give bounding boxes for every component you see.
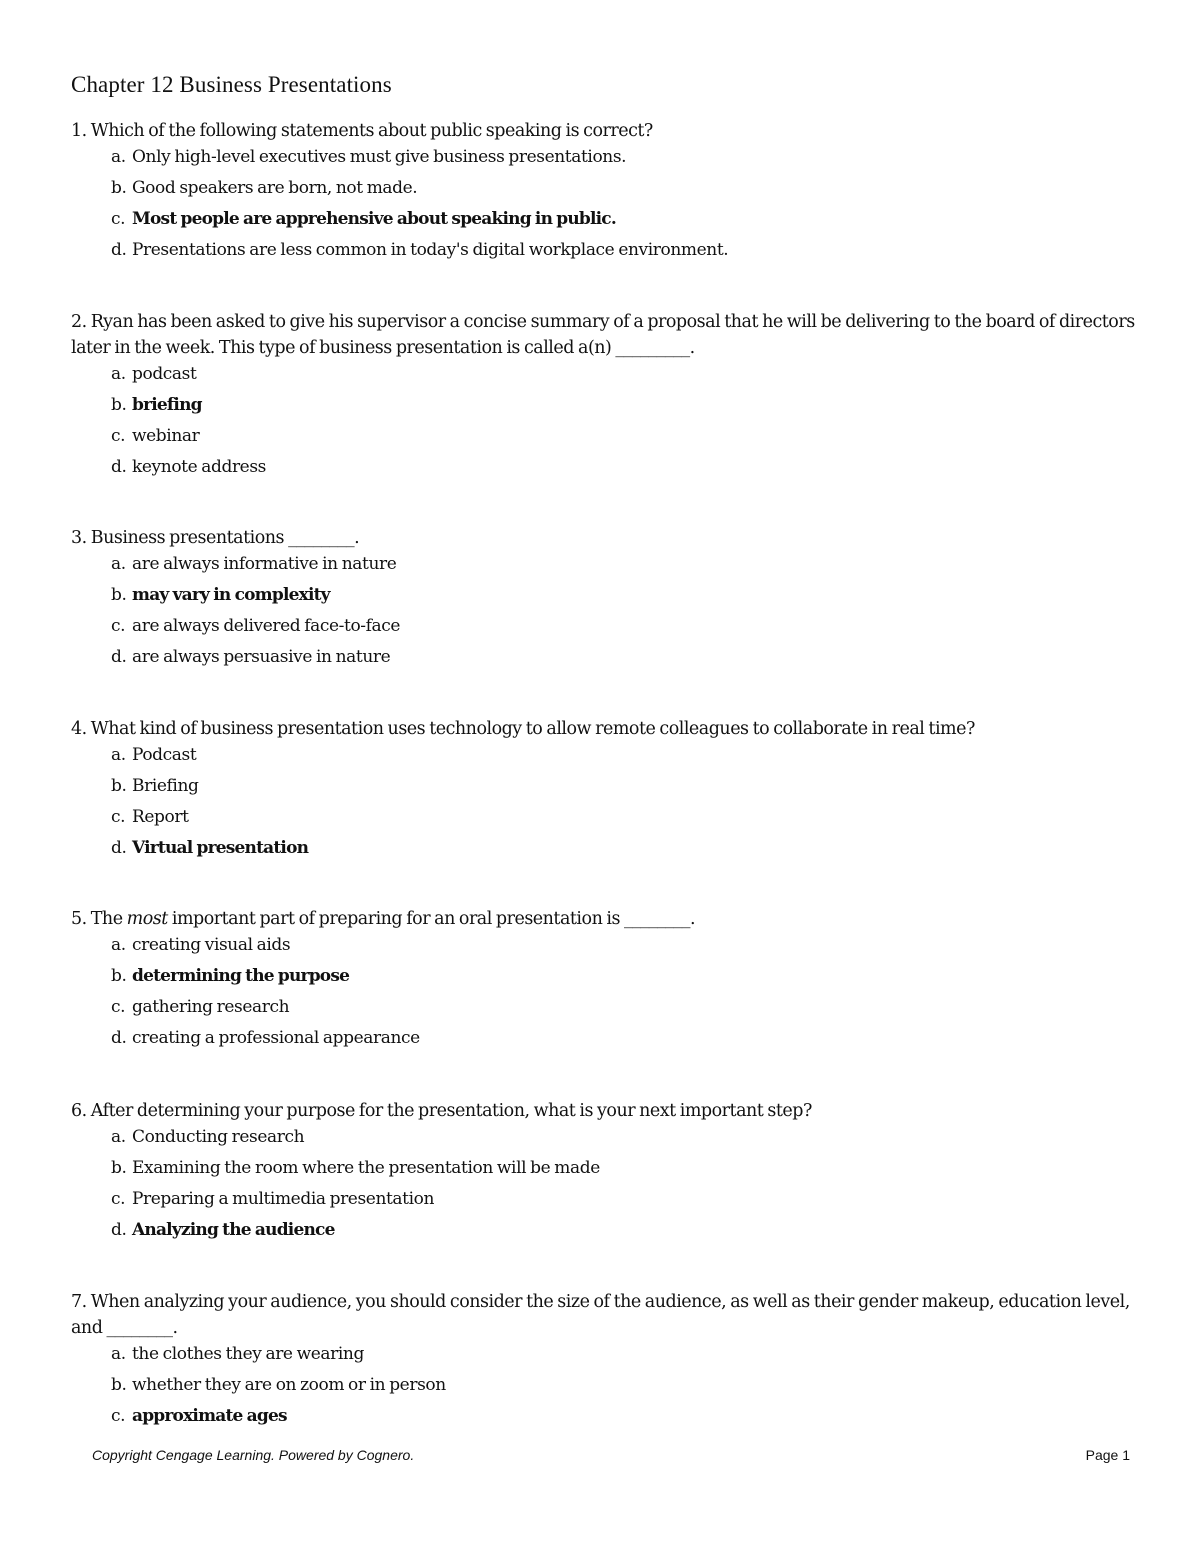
option-a xyxy=(111,742,1136,773)
document-title: Chapter 12 Business Presentations xyxy=(71,72,392,97)
option-b-correct xyxy=(111,392,1136,423)
option-letter: b. xyxy=(111,585,127,605)
question-stem: 4. What kind of business presentation uses technology to allow remote colleagues to collaborate in real time? xyxy=(71,719,975,739)
option-letter: a. xyxy=(111,1344,126,1364)
question-stem: 7. When analyzing your audience, you should consider the size of the audience, as well as their gender makeup, education level, and ________. xyxy=(71,1292,1130,1338)
option-text: creating a professional appearance xyxy=(132,1028,420,1048)
option-c xyxy=(111,1186,1136,1217)
option-letter: b. xyxy=(111,776,127,796)
option-text: webinar xyxy=(132,426,200,446)
option-text-correct: briefing xyxy=(132,395,202,415)
question-stem: 2. Ryan has been asked to give his supervisor a concise summary of a proposal that he will be delivering to the board of directors later in the week. This type of business presentation is called a(n) _________. xyxy=(71,312,1135,358)
stem-suffix: important part of preparing for an oral presentation is ________. xyxy=(167,909,696,929)
question-4 xyxy=(71,716,1136,866)
option-text: the clothes they are wearing xyxy=(132,1344,364,1364)
option-letter: d. xyxy=(111,1220,127,1240)
option-text: Examining the room where the presentation will be made xyxy=(132,1158,600,1178)
option-letter: a. xyxy=(111,935,126,955)
option-c xyxy=(111,804,1136,835)
option-text: Good speakers are born, not made. xyxy=(132,178,418,198)
option-letter: d. xyxy=(111,240,127,260)
option-d xyxy=(111,454,1136,485)
question-6 xyxy=(71,1098,1136,1248)
option-text: Presentations are less common in today's digital workplace environment. xyxy=(132,240,729,260)
option-letter: a. xyxy=(111,1127,126,1147)
option-letter: a. xyxy=(111,554,126,574)
option-d xyxy=(111,1025,1136,1056)
option-a xyxy=(111,361,1136,392)
question-stem: 6. After determining your purpose for the presentation, what is your next important step? xyxy=(71,1101,812,1121)
option-letter: b. xyxy=(111,395,127,415)
question-stem: 1. Which of the following statements about public speaking is correct? xyxy=(71,121,653,141)
option-b-correct xyxy=(111,963,1136,994)
option-letter: d. xyxy=(111,838,127,858)
option-text: Only high-level executives must give business presentations. xyxy=(132,147,627,167)
option-b xyxy=(111,773,1136,804)
option-text: are always persuasive in nature xyxy=(132,647,391,667)
option-c-correct xyxy=(111,1403,1136,1434)
option-text: Briefing xyxy=(132,776,199,796)
option-b xyxy=(111,1155,1136,1186)
option-a xyxy=(111,551,1136,582)
option-text: Podcast xyxy=(132,745,197,765)
option-letter: a. xyxy=(111,147,126,167)
option-c xyxy=(111,994,1136,1025)
option-c xyxy=(111,613,1136,644)
option-text: podcast xyxy=(132,364,197,384)
option-text: are always delivered face-to-face xyxy=(132,616,401,636)
question-1 xyxy=(71,118,1136,268)
answer-options xyxy=(71,551,1136,675)
option-letter: c. xyxy=(111,1406,126,1426)
page-number: Page 1 xyxy=(1085,1447,1130,1463)
option-b-correct xyxy=(111,582,1136,613)
stem-emphasis: most xyxy=(126,909,168,929)
question-7 xyxy=(71,1289,1136,1434)
option-letter: b. xyxy=(111,966,127,986)
copyright-notice: Copyright Cengage Learning. Powered by Cognero. xyxy=(92,1447,415,1463)
option-c-correct xyxy=(111,206,1136,237)
option-text-correct: determining the purpose xyxy=(132,966,350,986)
option-a xyxy=(111,1341,1136,1372)
answer-options xyxy=(71,361,1136,485)
question-2 xyxy=(71,309,1136,485)
option-letter: c. xyxy=(111,209,126,229)
option-d xyxy=(111,237,1136,268)
answer-options xyxy=(71,742,1136,866)
answer-options xyxy=(71,1341,1136,1434)
option-letter: d. xyxy=(111,1028,127,1048)
option-letter: c. xyxy=(111,1189,126,1209)
option-letter: c. xyxy=(111,426,126,446)
option-text: Preparing a multimedia presentation xyxy=(132,1189,435,1209)
option-d-correct xyxy=(111,1217,1136,1248)
page-footer xyxy=(92,1447,1130,1467)
answer-options xyxy=(71,932,1136,1056)
option-text: Conducting research xyxy=(132,1127,305,1147)
option-letter: c. xyxy=(111,807,126,827)
option-d-correct xyxy=(111,835,1136,866)
question-3 xyxy=(71,525,1136,675)
option-letter: b. xyxy=(111,1158,127,1178)
option-a xyxy=(111,144,1136,175)
option-text-correct: approximate ages xyxy=(132,1406,287,1426)
option-c xyxy=(111,423,1136,454)
option-b xyxy=(111,1372,1136,1403)
option-a xyxy=(111,932,1136,963)
question-stem xyxy=(71,906,1136,932)
option-text: gathering research xyxy=(132,997,290,1017)
option-letter: a. xyxy=(111,364,126,384)
option-text: creating visual aids xyxy=(132,935,291,955)
answer-options xyxy=(71,144,1136,268)
option-text-correct: Virtual presentation xyxy=(132,838,309,858)
option-letter: b. xyxy=(111,1375,127,1395)
option-text-correct: may vary in complexity xyxy=(132,585,330,605)
answer-options xyxy=(71,1124,1136,1248)
option-text-correct: Analyzing the audience xyxy=(132,1220,335,1240)
option-text: whether they are on zoom or in person xyxy=(132,1375,446,1395)
option-b xyxy=(111,175,1136,206)
option-letter: d. xyxy=(111,647,127,667)
option-letter: d. xyxy=(111,457,127,477)
option-letter: b. xyxy=(111,178,127,198)
option-letter: c. xyxy=(111,997,126,1017)
question-stem: 3. Business presentations ________. xyxy=(71,528,360,548)
question-5 xyxy=(71,906,1136,1056)
option-text-correct: Most people are apprehensive about speaking in public. xyxy=(132,209,616,229)
option-a xyxy=(111,1124,1136,1155)
option-text: are always informative in nature xyxy=(132,554,397,574)
option-letter: c. xyxy=(111,616,126,636)
option-text: Report xyxy=(132,807,189,827)
stem-prefix: 5. The xyxy=(71,909,127,929)
option-letter: a. xyxy=(111,745,126,765)
option-d xyxy=(111,644,1136,675)
option-text: keynote address xyxy=(132,457,266,477)
